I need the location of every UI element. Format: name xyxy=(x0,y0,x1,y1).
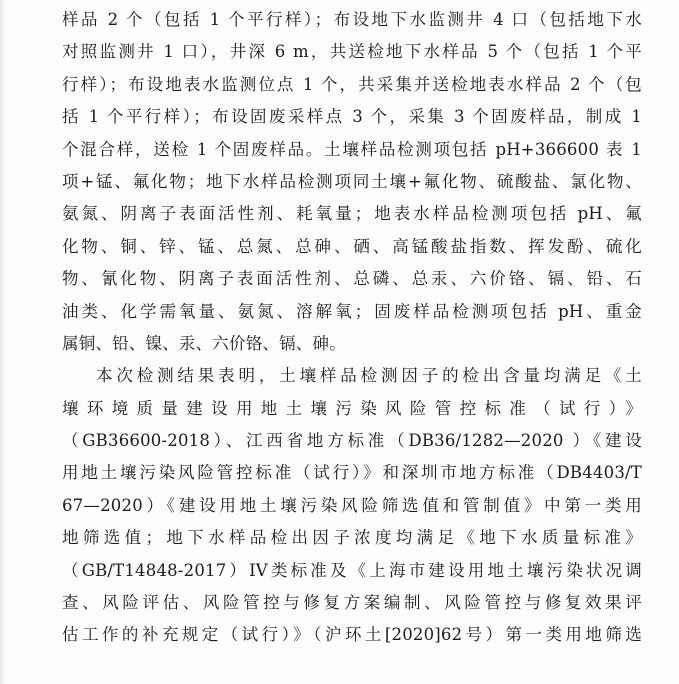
text-line: 个混合样，送检 1 个固废样品。土壤样品检测项包括 pH+366600 表 1 xyxy=(62,139,642,159)
text-line: （GB36600-2018）、江西省地方标准（DB36/1282—2020 ）《建设 xyxy=(62,431,642,451)
text-line: 查、风险评估、风险管控与修复方案编制、风险管控与修复效果评 xyxy=(62,593,642,613)
text-line: 油类、化学需氧量、氨氮、溶解氧；固废样品检测项包括 pH、重金 xyxy=(62,301,642,321)
paragraph-first-line: 本次检测结果表明，土壤样品检测因子的检出含量均满足《土 xyxy=(96,366,642,386)
text-line: 氨氮、阴离子表面活性剂、耗氧量；地表水样品检测项包括 pH、氟 xyxy=(62,204,642,224)
text-line: 用地土壤污染风险管控标准（试行）》和深圳市地方标准（DB4403/T xyxy=(62,463,642,483)
document-body xyxy=(62,4,642,652)
text-line: 壤环境质量建设用地土壤污染风险管控标准（试行）》 xyxy=(62,398,642,418)
text-line: 估工作的补充规定（试行）》（沪环土[2020]62号）第一类用地筛选 xyxy=(62,625,642,645)
text-line: 物、氰化物、阴离子表面活性剂、总磷、总汞、六价铬、镉、铅、石 xyxy=(62,269,642,289)
text-line: 括 1 个平行样）；布设固废采样点 3 个，采集 3 个固废样品，制成 1 xyxy=(62,107,642,127)
text-line: 地筛选值；地下水样品检出因子浓度均满足《地下水质量标准》 xyxy=(62,528,642,548)
paragraph-end-line: 属铜、铅、镍、汞、六价铬、镉、砷。 xyxy=(62,333,346,353)
text-line: 样品 2 个（包括 1 个平行样）；布设地下水监测井 4 口（包括地下水 xyxy=(62,10,642,29)
text-line: 项+锰、氟化物；地下水样品检测项同土壤+氟化物、硫酸盐、氯化物、 xyxy=(62,171,642,191)
text-line: 对照监测井 1 口），井深 6 m，共送检地下水样品 5 个（包括 1 个平 xyxy=(62,42,642,62)
scan-edge-shadow xyxy=(0,0,6,684)
text-line: 化物、铜、锌、锰、总氮、总砷、硒、高锰酸盐指数、挥发酚、硫化 xyxy=(62,236,642,256)
text-line: （GB/T14848-2017）IV类标准及《上海市建设用地土壤污染状况调 xyxy=(62,560,642,580)
text-line: 行样）；布设地表水监测位点 1 个，共采集并送检地表水样品 2 个（包 xyxy=(62,74,642,94)
text-line: 67—2020）《建设用地土壤污染风险筛选值和管制值》中第一类用 xyxy=(62,495,642,515)
